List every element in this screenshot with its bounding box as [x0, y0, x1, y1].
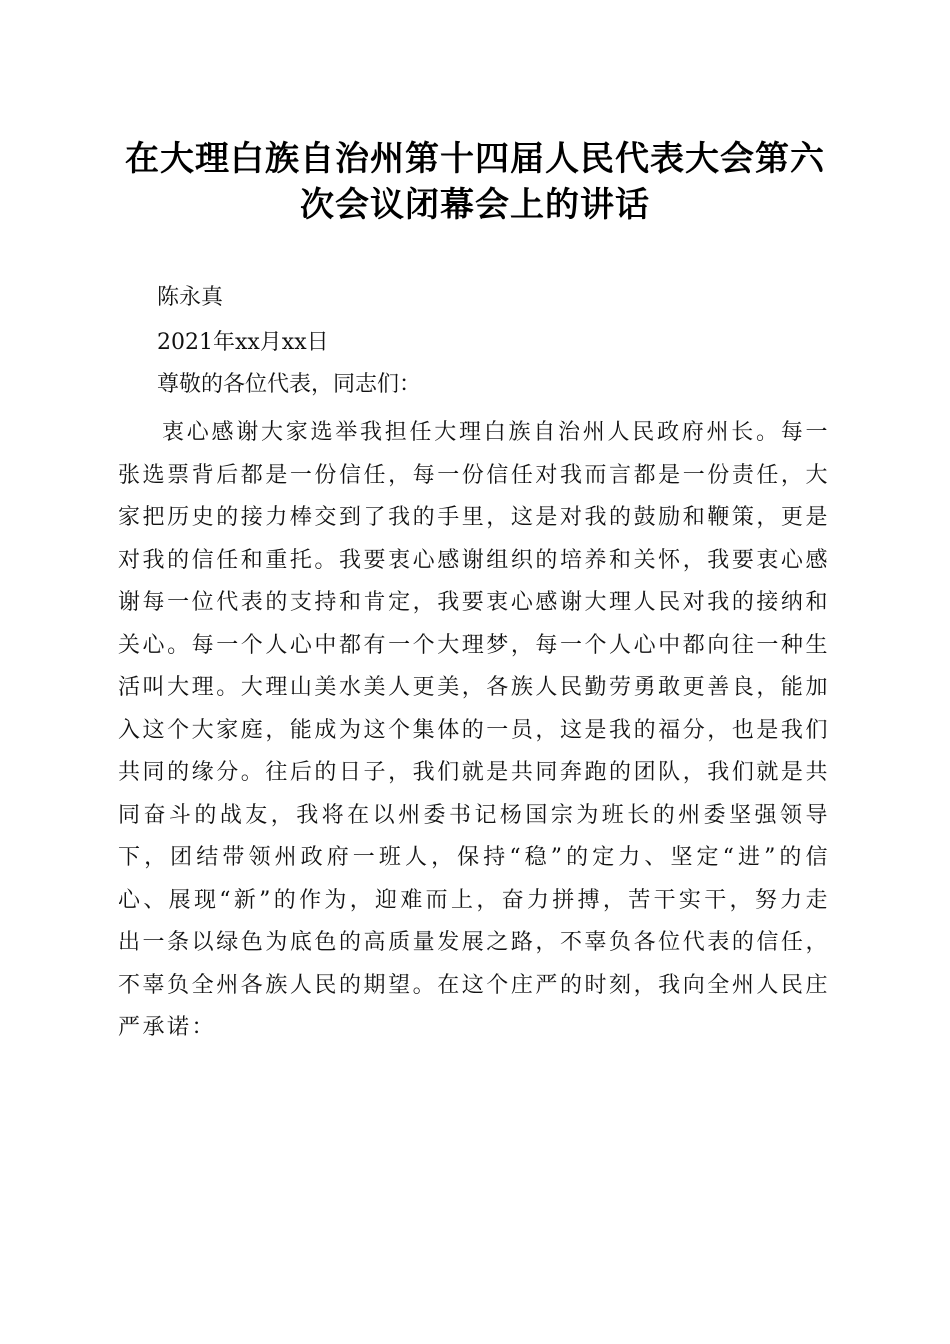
salutation: 尊敬的各位代表，同志们：: [157, 372, 422, 397]
speech-paragraph: 衷心感谢大家选举我担任大理白族自治州人民政府州长。每一张选票背后都是一份信任，每一份信任对我而言都是一份责任，大家把历史的接力棒交到了我的手里，这是对我的鼓励和鞭策，更是对我的信任和重托。我要衷心感谢组织的培养和关怀，我要衷心感谢每一位代表的支持和肯定，我要衷心感谢大理人民对我的接纳和关心。每一个人心中都有一个大理梦，每一个人心中都向往一种生活叫大理。大理山美水美人更美，各族人民勤劳勇敢更善良，能加入这个大家庭，能成为这个集体的一员，这是我的福分，也是我们共同的缘分。往后的日子，我们就是共同奔跑的团队，我们就是共同奋斗的战友，我将在以州委书记杨国宗为班长的州委坚强领导下，团结带领州政府一班人，保持“稳”的定力、坚定“进”的信心、展现“新”的作为，迎难而上，奋力拼搏，苦干实干，努力走出一条以绿色为底色的高质量发展之路，不辜负各位代表的信任，不辜负全州各族人民的期望。在这个庄严的时刻，我向全州人民庄严承诺：: [118, 420, 830, 1040]
document-title: 在大理白族自治州第十四届人民代表大会第六次会议闭幕会上的讲话: [125, 139, 825, 225]
speech-date: 2021年xx月xx日: [157, 330, 329, 355]
author-name: 陈永真: [157, 285, 224, 310]
